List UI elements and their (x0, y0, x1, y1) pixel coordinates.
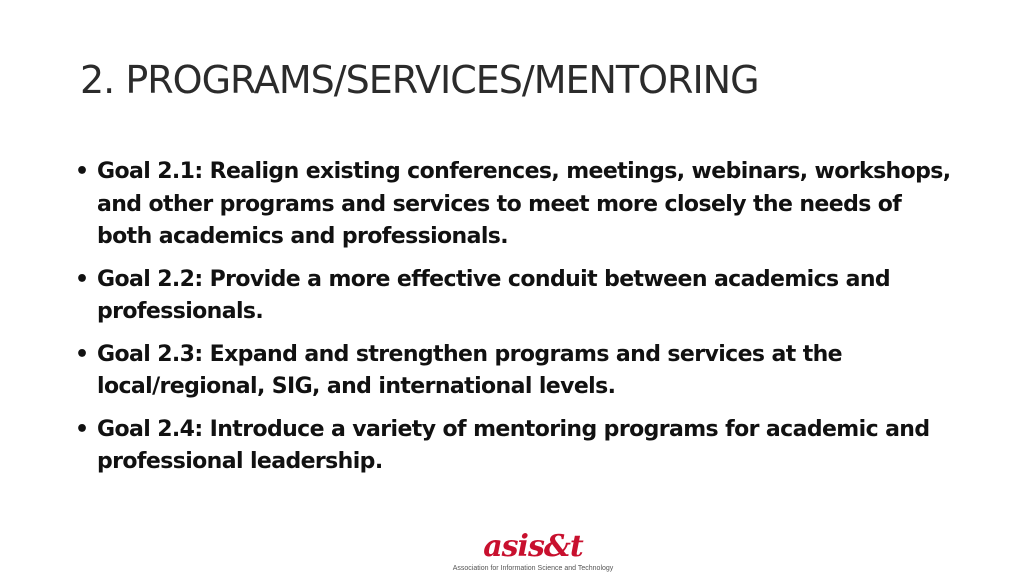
goal-item (75, 264, 955, 329)
goal-text: Goal 2.4: Introduce a variety of mentoring programs for academic and professional leadership. (97, 416, 930, 474)
goal-text: Goal 2.2: Provide a more effective conduit between academics and professionals. (97, 266, 891, 324)
goal-item (75, 339, 955, 404)
goal-item (75, 414, 955, 479)
goal-item (75, 156, 955, 254)
logo-tagline: Association for Information Science and Technology (452, 565, 614, 572)
logo-wordmark: asis&t (483, 529, 583, 564)
asist-logo (448, 529, 618, 572)
goal-text: Goal 2.3: Expand and strengthen programs and services at the local/regional, SIG, and international levels. (97, 341, 842, 399)
bullet-icon: • (75, 416, 89, 442)
goal-text: Goal 2.1: Realign existing conferences, meetings, webinars, workshops, and other programs and services to meet more closely the needs of both academics and professionals. (97, 159, 951, 249)
slide-title: 2. PROGRAMS/SERVICES/MENTORING (80, 58, 759, 102)
bullet-icon: • (75, 159, 89, 184)
goal-list (75, 156, 955, 489)
bullet-icon: • (75, 266, 89, 292)
bullet-icon: • (75, 341, 89, 367)
